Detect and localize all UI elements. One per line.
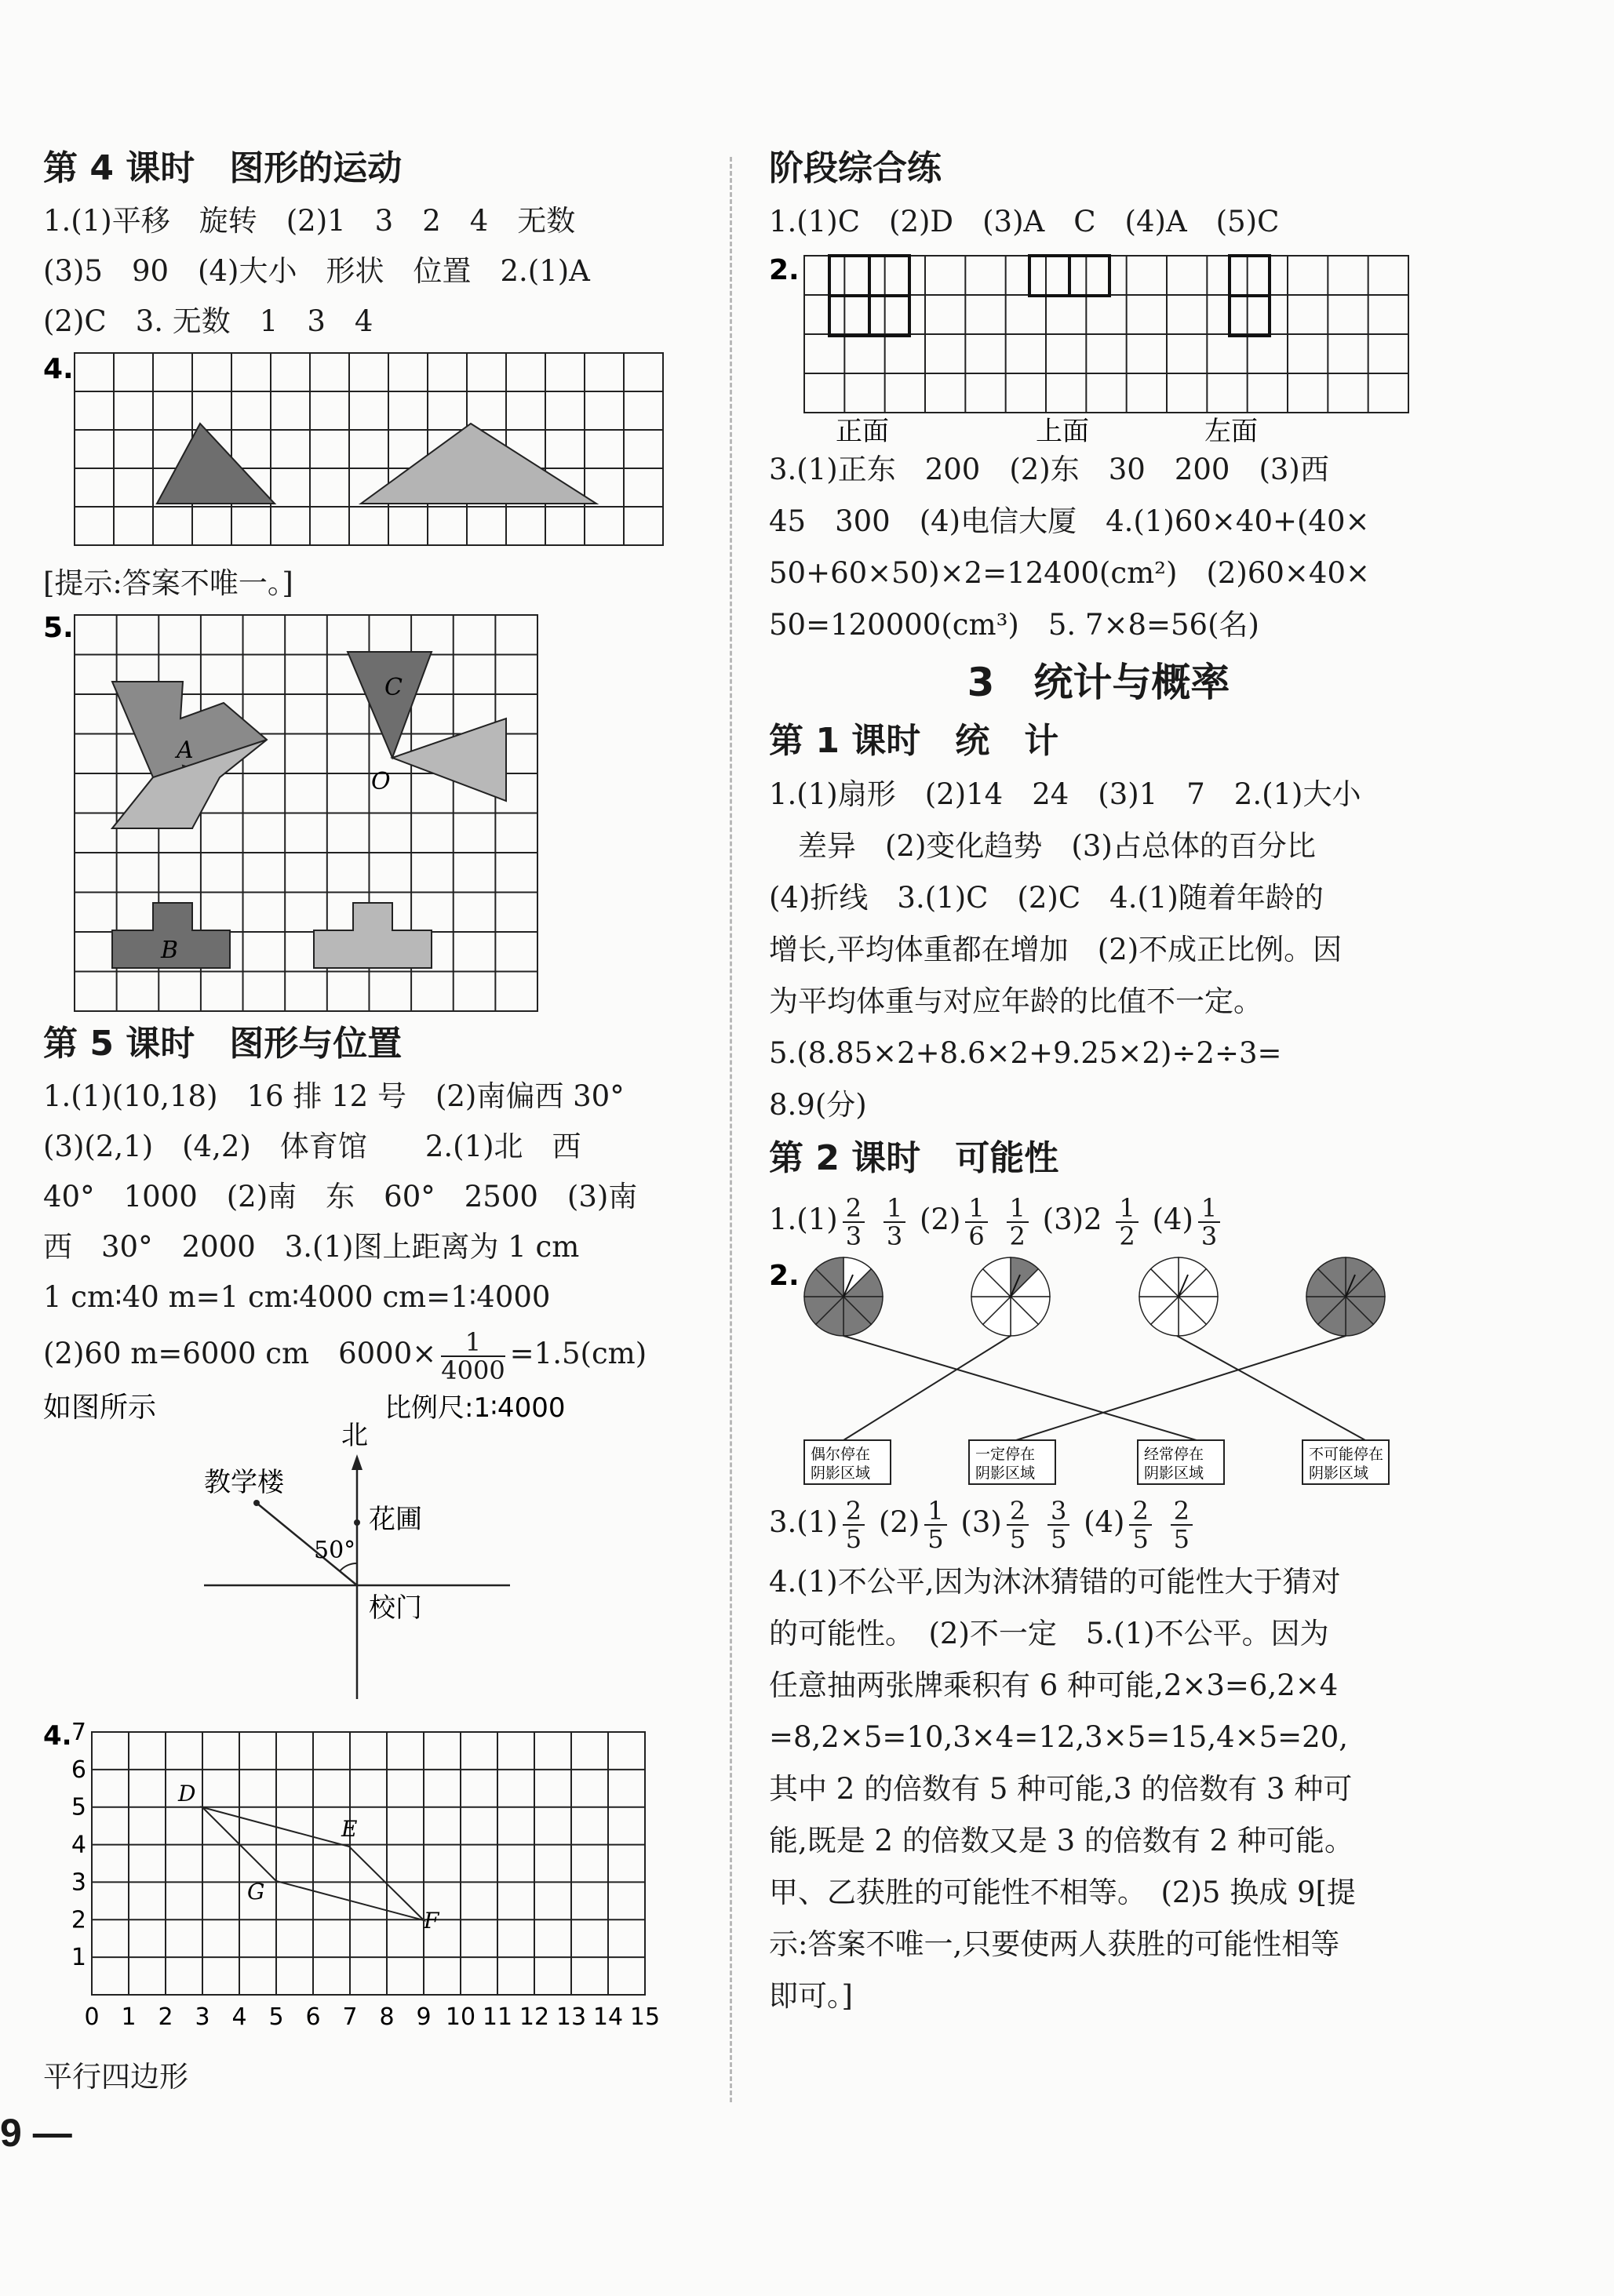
y-tick-label: 3 — [71, 1868, 86, 1897]
spinner-answer-text: 阴影区域 — [1309, 1465, 1369, 1482]
coordinate-grid-figure — [43, 1715, 671, 2060]
column-divider — [730, 157, 732, 2102]
fraction: $\frac{1}{4000}$ — [441, 1326, 505, 1385]
answer-line: =8,2×5=10,3×4=12,3×5=15,4×5=20, — [769, 1720, 1349, 1754]
answer-line: 45 300 (4)电信大厦 4.(1)60×40+(40× — [769, 504, 1370, 538]
answer-line: 增长,平均体重都在增加 (2)不成正比例。因 — [769, 933, 1343, 966]
shape-c-rotated — [392, 719, 506, 801]
scale-text: 比例尺:1∶4000 — [384, 1392, 566, 1424]
answer-line: 其中 2 的倍数有 5 种可能,3 的倍数有 3 种可 — [769, 1772, 1353, 1806]
answer-line: 50+60×50)×2=12400(cm²) (2)60×40× — [769, 556, 1371, 590]
label-b: B — [161, 937, 179, 964]
probability-q1: 1.(1) $\frac{2}{3}$ $\frac{1}{3}$ (2) $\frac{1}{6}$ $\frac{1}{2}$ (3)2 $\frac{1}{2}$ (4) $\frac{1}{3}$ — [769, 1186, 1428, 1254]
q4b-label: 4. — [43, 1720, 72, 1752]
x-tick-label: 5 — [268, 2003, 284, 2031]
spinner — [1139, 1257, 1218, 1336]
spinner-answer-text: 阴影区域 — [975, 1465, 1036, 1482]
spinner-answer-text: 不可能停在 — [1309, 1446, 1384, 1463]
campus-map-figure — [43, 1385, 671, 1715]
label-c: C — [384, 674, 403, 701]
answer-line: (4)折线 3.(1)C (2)C 4.(1)随着年龄的 — [769, 881, 1324, 915]
answer-line: 1.(1)平移 旋转 (2)1 3 2 4 无数 — [43, 204, 576, 238]
shape-b-translated — [314, 903, 432, 968]
view-front: 正面 — [836, 416, 889, 444]
left-column — [43, 141, 687, 2102]
spinner-answer-text: 阴影区域 — [1144, 1465, 1204, 1482]
y-tick-label: 5 — [71, 1793, 86, 1821]
answer-line: (2)C 3. 无数 1 3 4 — [43, 304, 373, 338]
spinner-answer-text: 一定停在 — [975, 1446, 1036, 1463]
x-tick-label: 2 — [158, 2003, 173, 2031]
stage-title: 阶段综合练 — [769, 148, 942, 188]
answer-line: 3.(1)正东 200 (2)东 30 200 (3)西 — [769, 453, 1329, 486]
triangle-grid-figure — [43, 347, 671, 559]
answer-line: 1 cm∶40 m=1 cm∶4000 cm=1∶4000 — [43, 1280, 551, 1314]
y-tick-label: 6 — [71, 1756, 86, 1784]
answer-line: 4.(1)不公平,因为沐沐猜错的可能性大于猜对 — [769, 1565, 1341, 1599]
answer-line: (3)(2,1) (4,2) 体育馆 2.(1)北 西 — [43, 1130, 581, 1163]
hint-text: [提示:答案不唯一。] — [43, 566, 293, 600]
answer-line: 8.9(分) — [769, 1088, 867, 1122]
answer-line: 能,既是 2 的倍数又是 3 的倍数有 2 种可能。 — [769, 1824, 1354, 1858]
spinner — [1306, 1257, 1385, 1336]
answer-line: 1.(1)扇形 (2)14 24 (3)1 7 2.(1)大小 — [769, 777, 1361, 811]
as-shown-text: 如图所示 — [43, 1392, 157, 1424]
lesson5-title: 第 5 课时 图形与位置 — [43, 1024, 403, 1064]
answer-line: 差异 (2)变化趋势 (3)占总体的百分比 — [769, 829, 1316, 863]
x-tick-label: 14 — [592, 2003, 624, 2031]
answer-line: 平行四边形 — [43, 2060, 188, 2094]
gate-label: 校门 — [369, 1592, 422, 1624]
x-tick-label: 4 — [231, 2003, 247, 2031]
lesson2-title: 第 2 课时 可能性 — [769, 1138, 1059, 1178]
chapter-title: 3 统计与概率 — [967, 660, 1230, 705]
x-tick-label: 15 — [629, 2003, 661, 2031]
answer-line: 5.(8.85×2+8.6×2+9.25×2)÷2÷3= — [769, 1036, 1282, 1070]
y-tick-label: 1 — [71, 1944, 86, 1972]
x-tick-label: 8 — [379, 2003, 395, 2031]
answer-line: 1.(1)C (2)D (3)A C (4)A (5)C — [769, 205, 1280, 238]
angle-label: 50° — [314, 1537, 356, 1564]
answer-line: 即可。] — [769, 1979, 853, 2013]
lesson4-title: 第 4 课时 图形的运动 — [43, 148, 403, 188]
answer-line: 西 30° 2000 3.(1)图上距离为 1 cm — [43, 1230, 580, 1264]
x-tick-label: 9 — [416, 2003, 432, 2031]
y-tick-label: 4 — [71, 1831, 86, 1859]
label-a: A — [177, 737, 194, 764]
spinner — [971, 1257, 1050, 1336]
answer-line: (3)5 90 (4)大小 形状 位置 2.(1)A — [43, 254, 590, 288]
spinner-answer-text: 阴影区域 — [811, 1465, 871, 1482]
answer-line: 示:答案不唯一,只要使两人获胜的可能性相等 — [769, 1927, 1340, 1961]
arrow-shapes-figure — [43, 609, 671, 1017]
garden-label: 花圃 — [369, 1504, 422, 1535]
y-tick-label: 7 — [71, 1719, 86, 1746]
probability-q3: 3.(1) $\frac{2}{5}$ (2) $\frac{1}{5}$ (3) $\frac{2}{5}$ $\frac{3}{5}$ (4) $\frac{2}{5}$ $\frac{2}{5}$ — [769, 1489, 1428, 1556]
x-tick-label: 10 — [445, 2003, 476, 2031]
q4-label: 4. — [43, 353, 74, 385]
answer-line: 50=120000(cm³) 5. 7×8=56(名) — [769, 608, 1259, 642]
q2-label: 2. — [769, 254, 800, 286]
x-tick-label: 6 — [305, 2003, 321, 2031]
view-left: 左面 — [1204, 416, 1258, 444]
answer-line-fraction: (2)60 m=6000 cm 6000× $\frac{1}{4000}$ =1.5(cm) — [43, 1326, 647, 1385]
point-g: G — [247, 1879, 265, 1905]
answer-line: 1.(1)(10,18) 16 排 12 号 (2)南偏西 30° — [43, 1079, 625, 1113]
answer-line: 的可能性。 (2)不一定 5.(1)不公平。因为 — [769, 1617, 1329, 1650]
point-f: F — [424, 1908, 439, 1934]
y-tick-label: 2 — [71, 1906, 86, 1934]
x-tick-label: 7 — [342, 2003, 358, 2031]
view-top: 上面 — [1036, 416, 1089, 444]
right-column — [769, 141, 1428, 2022]
x-tick-label: 13 — [556, 2003, 587, 2031]
x-tick-label: 11 — [482, 2003, 513, 2031]
point-e: E — [341, 1816, 358, 1842]
answer-line: 任意抽两张牌乘积有 6 种可能,2×3=6,2×4 — [769, 1668, 1339, 1702]
q5-label: 5. — [43, 612, 74, 644]
page-number: 9 — — [0, 2111, 72, 2155]
building-label: 教学楼 — [204, 1467, 284, 1498]
answer-line: 甲、乙获胜的可能性不相等。 (2)5 换成 9[提 — [769, 1876, 1356, 1909]
answer-line: 40° 1000 (2)南 东 60° 2500 (3)南 — [43, 1180, 638, 1213]
answer-line: 为平均体重与对应年龄的比值不一定。 — [769, 984, 1262, 1018]
spinner-answer-text: 经常停在 — [1144, 1446, 1204, 1463]
spinner-matching-figure — [769, 1254, 1428, 1489]
spinner — [804, 1257, 883, 1336]
spinner-answer-text: 偶尔停在 — [811, 1446, 871, 1463]
label-o: O — [371, 768, 391, 795]
light-triangle — [361, 424, 596, 504]
point-d: D — [178, 1781, 196, 1807]
shape-c — [348, 652, 432, 758]
three-views-figure — [769, 248, 1428, 444]
x-tick-label: 12 — [519, 2003, 550, 2031]
q2b-label: 2. — [769, 1260, 800, 1292]
north-label: 北 — [341, 1420, 368, 1451]
x-tick-label: 3 — [195, 2003, 210, 2031]
x-tick-label: 1 — [121, 2003, 137, 2031]
lesson1-title: 第 1 课时 统 计 — [769, 721, 1059, 761]
dark-triangle — [157, 424, 275, 504]
x-tick-label: 0 — [84, 2003, 100, 2031]
